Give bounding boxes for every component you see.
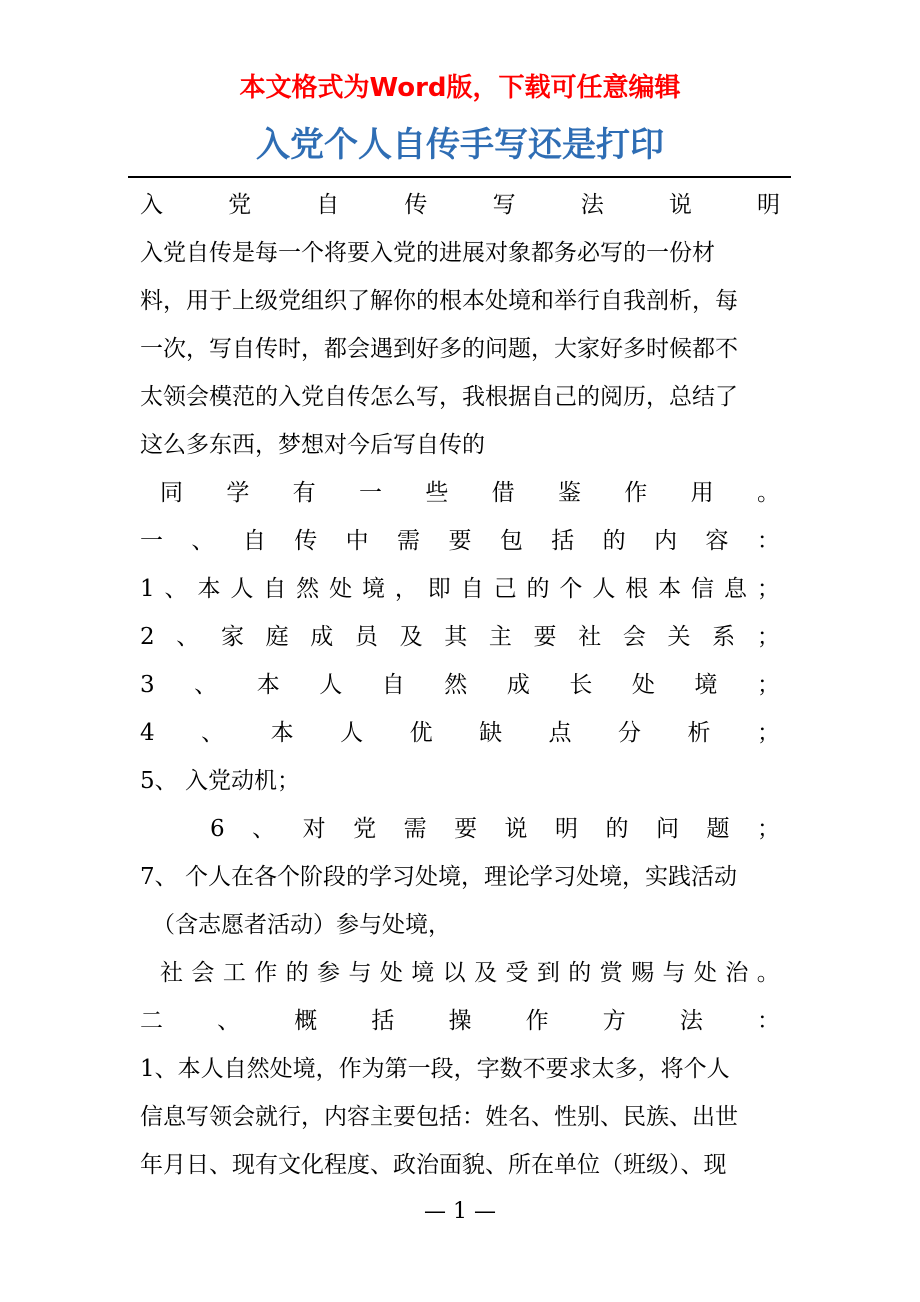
body-line: 信息写领会就行，内容主要包括：姓名、性别、民族、出世 (140, 1104, 738, 1130)
section-heading: 一 、 自 传 中 需 要 包 括 的 内 容 ： (140, 528, 780, 554)
body-line: （含志愿者活动）参与处境， (152, 912, 451, 938)
body-line: 一次，写自传时，都会遇到好多的问题，大家好多时候都不 (140, 336, 738, 362)
list-item: 6 、 对 党 需 要 说 明 的 问 题 ； (210, 816, 780, 842)
list-item: 7、 个人在各个阶段的学习处境，理论学习处境，实践活动 (140, 864, 737, 890)
list-item: 4 、 本 人 优 缺 点 分 析 ； (140, 720, 780, 746)
document-title: 入党个人自传手写还是打印 (256, 125, 664, 165)
body-line: 社 会 工 作 的 参 与 处 境 以 及 受 到 的 赏 赐 与 处 治 。 (160, 960, 780, 986)
body-line: 这么多东西，梦想对今后写自传的 (140, 432, 485, 458)
title-divider (128, 176, 791, 178)
body-line: 同 学 有 一 些 借 鉴 作 用 。 (160, 480, 780, 506)
list-item: 3 、 本 人 自 然 成 长 处 境 ； (140, 672, 780, 698)
list-item: 1 、 本 人 自 然 处 境 ， 即 自 己 的 个 人 根 本 信 息 ； (140, 576, 780, 602)
list-item: 5、 入党动机； (140, 768, 300, 794)
body-line: 入 党 自 传 写 法 说 明 (140, 192, 780, 218)
body-line: 太领会模范的入党自传怎么写，我根据自己的阅历，总结了 (140, 384, 738, 410)
section-heading: 二 、 概 括 操 作 方 法 ： (140, 1008, 780, 1034)
page-number: — 1 — (424, 1199, 496, 1224)
body-line: 料，用于上级党组织了解你的根本处境和举行自我剖析，每 (140, 288, 738, 314)
body-line: 年月日、现有文化程度、政治面貌、所在单位（班级）、现 (140, 1152, 727, 1178)
word-format-banner: 本文格式为Word版，下载可任意编辑 (239, 73, 681, 103)
list-item: 2 、 家 庭 成 员 及 其 主 要 社 会 关 系 ； (140, 624, 780, 650)
document-body (140, 181, 780, 1189)
body-line: 1、本人自然处境，作为第一段，字数不要求太多，将个人 (140, 1056, 730, 1082)
body-line: 入党自传是每一个将要入党的进展对象都务必写的一份材 (140, 240, 715, 266)
